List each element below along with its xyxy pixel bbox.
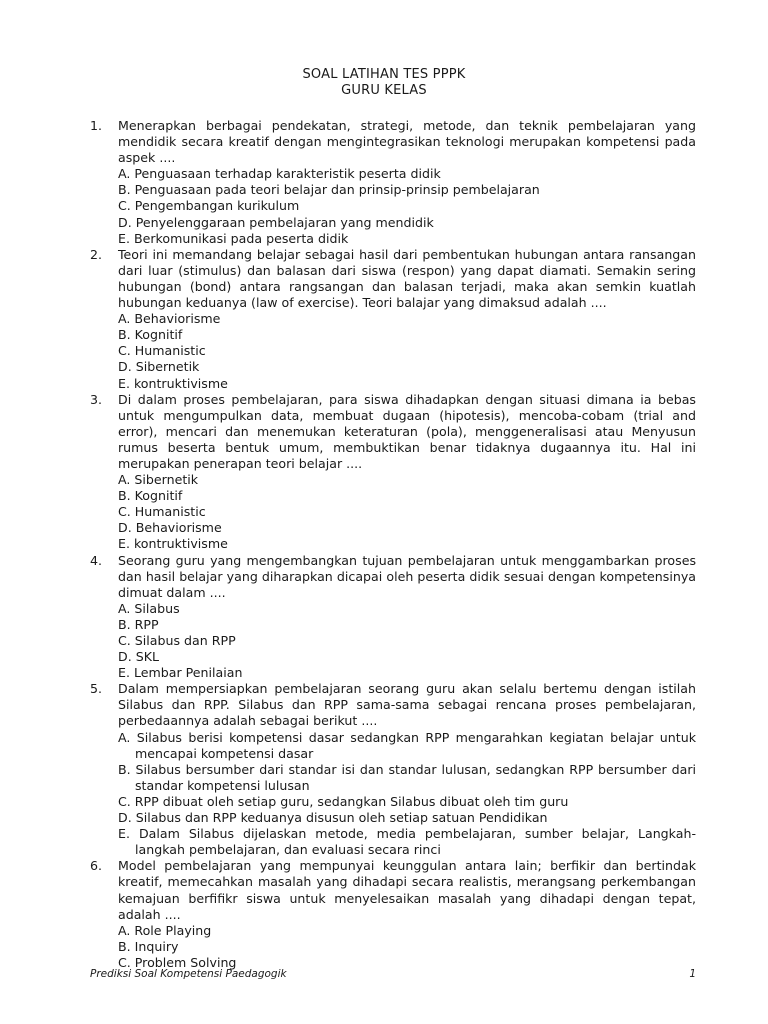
question-text: Seorang guru yang mengembangkan tujuan pembelajaran untuk menggambarkan proses dan hasil belajar yang diharapkan dicapai oleh peserta didik sesuai dengan kompetensinya dimuat dalam .... [118, 552, 696, 600]
page-footer [90, 966, 696, 982]
question-number: 2. [90, 246, 103, 262]
document-title [0, 67, 768, 99]
question-number: 5. [90, 681, 103, 697]
question-number: 1. [90, 118, 103, 133]
answer-option: B. Inquiry [118, 938, 179, 954]
answer-options [118, 601, 696, 681]
answer-option: B. Kognitif [118, 327, 183, 343]
answer-options [118, 166, 696, 246]
answer-option: E. Berkomunikasi pada peserta didik [118, 230, 349, 246]
question-3 [90, 392, 696, 553]
answer-option: D. Silabus dan RPP keduanya disusun oleh setiap satuan Pendidikan [118, 810, 548, 826]
answer-option: B. Silabus bersumber dari standar isi dan standar lulusan, sedangkan RPP bersumber dari standar kompetensi lulusan [118, 761, 696, 793]
answer-option: E. kontruktivisme [118, 536, 228, 552]
answer-option: C. Humanistic [118, 504, 206, 520]
answer-options [118, 730, 696, 859]
question-text: Menerapkan berbagai pendekatan, strategi, metode, dan teknik pembelajaran yang mendidik secara kreatif dengan mengintegrasikan teknologi merupakan kompetensi pada aspek .... [118, 118, 696, 166]
question-text: Model pembelajaran yang mempunyai keunggulan antara lain; berfikir dan bertindak kreatif, memecahkan masalah yang dihadapi secara realistis, merangsang perkembangan kemajuan berfifikr siswa untuk menyelesaikan masalah yang dihadapi dengan tepat, adalah .... [118, 858, 696, 922]
question-number: 4. [90, 552, 103, 568]
question-list [90, 118, 696, 971]
question-text: Teori ini memandang belajar sebagai hasil dari pembentukan hubungan antara ransangan dari luar (stimulus) dan balasan dari siswa (respon) yang dapat diamati. Semakin sering hubungan (bond) antara rangsangan dan balasan terjadi, maka akan semkin kuatlah hubungan keduanya (law of exercise). Teori balajar yang dimaksud adalah .... [118, 246, 696, 311]
question-text: Dalam mempersiapkan pembelajaran seorang guru akan selalu bertemu dengan istilah Silabus dan RPP. Silabus dan RPP sama-sama sebagai rencana proses pembelajaran, perbedaannya adalah sebagai berikut .... [118, 681, 696, 729]
title-line-1: SOAL LATIHAN TES PPPK [302, 67, 466, 82]
answer-option: C. Humanistic [118, 343, 206, 359]
answer-option: A. Silabus [118, 600, 180, 616]
answer-option: A. Penguasaan terhadap karakteristik peserta didik [118, 166, 441, 182]
question-number: 6. [90, 858, 103, 874]
answer-option: C. Pengembangan kurikulum [118, 198, 300, 214]
answer-option: E. Dalam Silabus dijelaskan metode, media pembelajaran, sumber belajar, Langkah-langkah pembelajaran, dan evaluasi secara rinci [118, 826, 696, 858]
answer-option: B. Kognitif [118, 488, 183, 504]
answer-option: B. RPP [118, 616, 159, 632]
answer-options [118, 311, 696, 391]
answer-option: C. Silabus dan RPP [118, 633, 236, 648]
page-number: 1 [689, 968, 696, 980]
answer-option: D. Sibernetik [118, 359, 200, 375]
question-number: 3. [90, 391, 103, 407]
answer-option: A. Sibernetik [118, 472, 199, 488]
answer-option: D. Behaviorisme [118, 520, 222, 536]
question-5 [90, 681, 696, 858]
question-2 [90, 247, 696, 392]
answer-option: A. Behaviorisme [118, 311, 221, 327]
answer-option: A. Role Playing [118, 922, 212, 938]
answer-option: C. Problem Solving [118, 954, 237, 970]
footer-label: Prediksi Soal Kompetensi Paedagogik [90, 968, 287, 980]
answer-option: B. Penguasaan pada teori belajar dan prinsip-prinsip pembelajaran [118, 182, 540, 198]
question-4 [90, 553, 696, 682]
answer-option: E. kontruktivisme [118, 375, 228, 391]
answer-option: E. Lembar Penilaian [118, 665, 243, 681]
answer-options [118, 472, 696, 552]
answer-option: D. SKL [118, 649, 159, 665]
answer-option: D. Penyelenggaraan pembelajaran yang mendidik [118, 214, 434, 230]
answer-option: C. RPP dibuat oleh setiap guru, sedangkan Silabus dibuat oleh tim guru [118, 793, 569, 809]
question-text: Di dalam proses pembelajaran, para siswa dihadapkan dengan situasi dimana ia bebas untuk mengumpulkan data, membuat dugaan (hipotesis), mencoba-cobam (trial and error), mencari dan menemukan keteraturan (pola), menggeneralisasi atau Menyusun rumus beserta bentuk umum, membuktikan benar tidaknya dugaannya itu. Hal ini merupakan penerapan teori belajar .... [118, 391, 696, 471]
question-6 [90, 858, 696, 971]
title-line-2: GURU KELAS [341, 83, 427, 98]
answer-option: A. Silabus berisi kompetensi dasar sedangkan RPP mengarahkan kegiatan belajar untuk mencapai kompetensi dasar [118, 729, 696, 761]
answer-options [118, 923, 696, 971]
question-1 [90, 118, 696, 247]
